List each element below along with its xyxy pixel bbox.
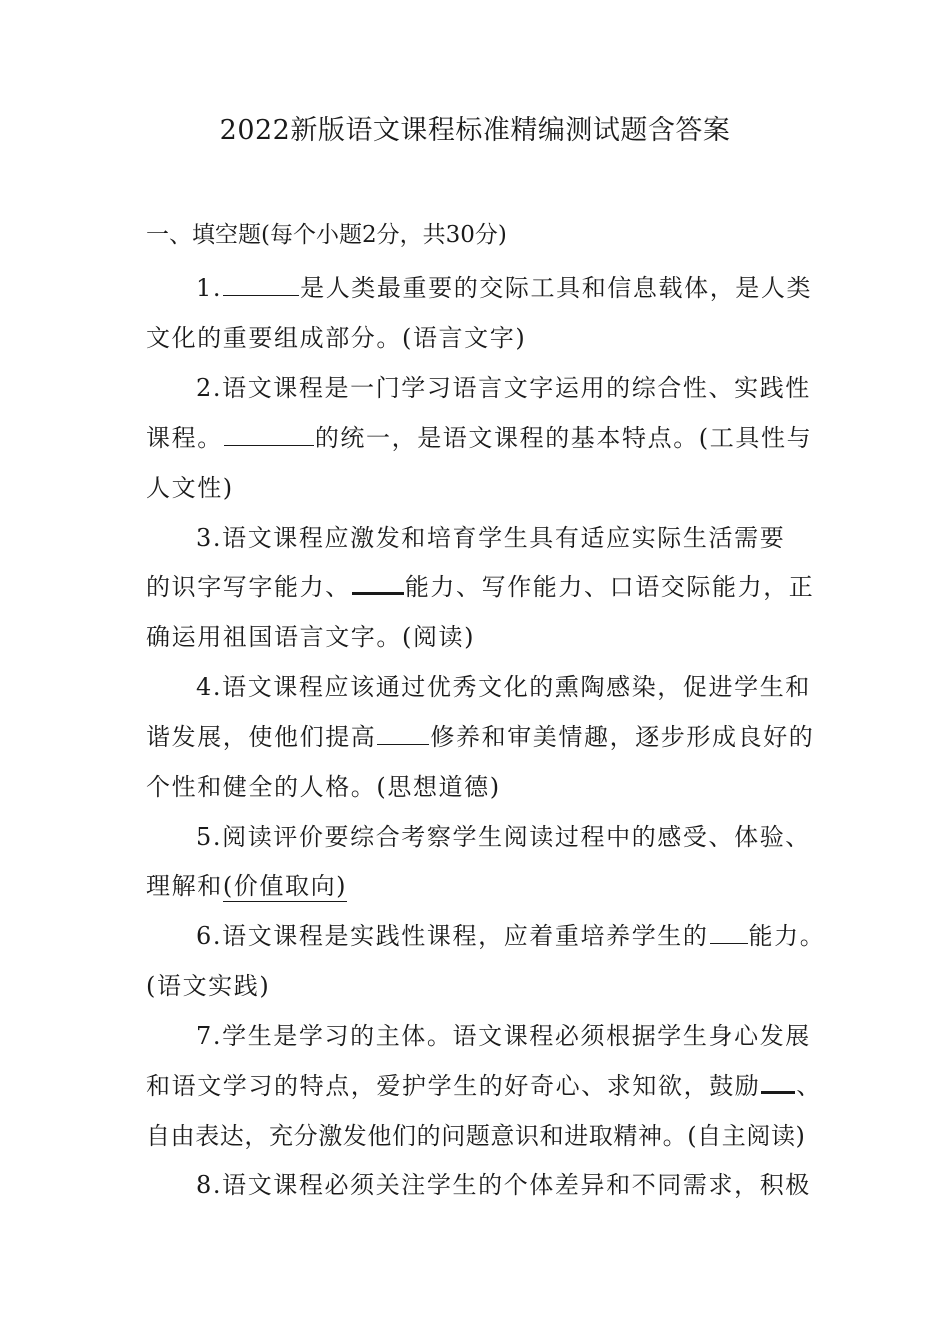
question-7-line-2: 和语文学习的特点，爱护学生的好奇心、求知欲，鼓励 、 <box>146 1066 822 1101</box>
question-7-line-1: 7.学生是学习的主体。语文课程必须根据学生身心发展 <box>196 1022 811 1050</box>
answer-blank <box>223 270 299 296</box>
question-number: 1. <box>196 274 223 302</box>
answer-blank <box>761 1066 795 1094</box>
question-2-line-1: 2.语文课程是一门学习语言文字运用的综合性、实践性 <box>196 374 811 402</box>
question-2-line-3: 人文性) <box>146 474 234 502</box>
answer-blank <box>352 567 404 595</box>
section-heading: 一、填空题(每个小题2分，共30分) <box>146 222 507 248</box>
question-1-line-1: 1. 是人类最重要的交际工具和信息载体，是人类 <box>196 268 812 303</box>
answer-blank <box>710 918 748 944</box>
question-3-line-2: 的识字写字能力、 能力、写作能力、口语交际能力，正 <box>146 567 814 602</box>
question-6-line-1: 6.语文课程是实践性课程，应着重培养学生的 能力。 <box>196 916 825 951</box>
answer-blank <box>224 420 314 446</box>
question-2-line-2: 课程。 的统一，是语文课程的基本特点。(工具性与 <box>146 418 812 453</box>
question-4-line-3: 个性和健全的人格。(思想道德) <box>146 773 501 801</box>
answer-underlined: (价值取向) <box>222 872 348 900</box>
question-8-line-1: 8.语文课程必须关注学生的个体差异和不同需求，积极 <box>196 1171 811 1199</box>
question-4-line-1: 4.语文课程应该通过优秀文化的熏陶感染，促进学生和 <box>196 673 811 701</box>
question-5-line-1: 5.阅读评价要综合考察学生阅读过程中的感受、体验、 <box>196 823 811 851</box>
question-6-line-2: (语文实践) <box>146 972 271 1000</box>
question-7-line-3: 自由表达，充分激发他们的问题意识和进取精神。(自主阅读) <box>146 1122 806 1150</box>
question-4-line-2: 谐发展，使他们提高 修养和审美情趣，逐步形成良好的 <box>146 717 814 752</box>
page-title: 2022新版语文课程标准精编测试题含答案 <box>219 115 731 146</box>
question-1-line-2: 文化的重要组成部分。(语言文字) <box>146 324 527 352</box>
question-5-line-2: 理解和(价值取向) <box>146 872 348 900</box>
answer-blank <box>377 719 429 745</box>
question-3-line-1: 3.语文课程应激发和培育学生具有适应实际生活需要 <box>196 524 786 552</box>
question-3-line-3: 确运用祖国语言文字。(阅读) <box>146 623 476 651</box>
